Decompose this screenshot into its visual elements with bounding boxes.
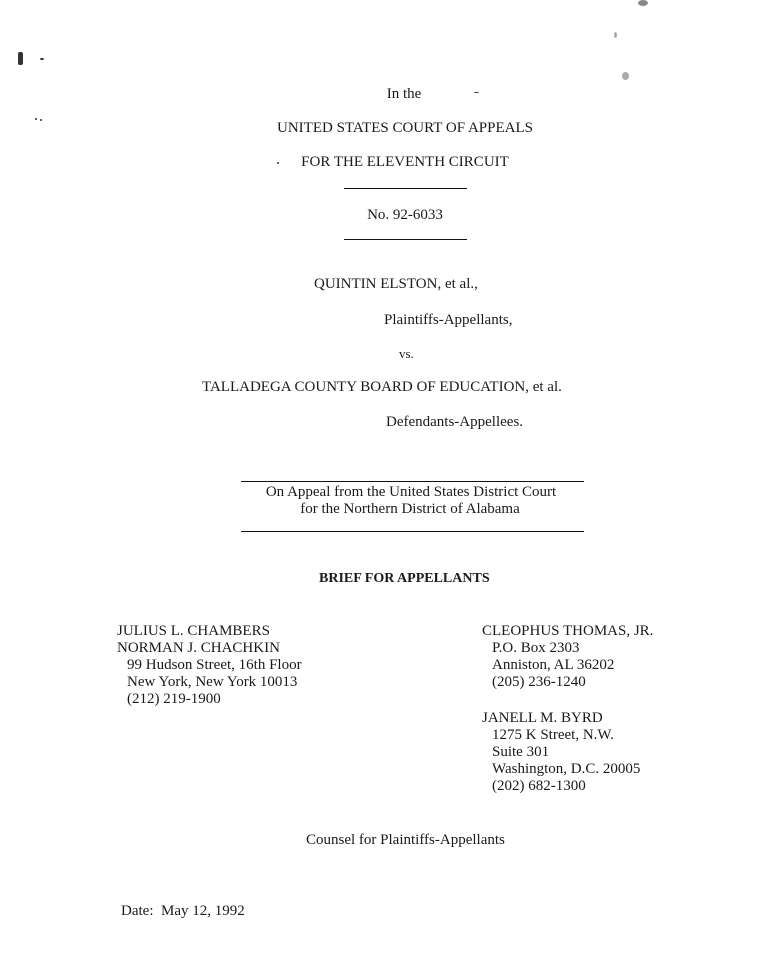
date-line: Date: May 12, 1992 xyxy=(121,903,245,919)
appellant-name: QUINTIN ELSTON, et al., xyxy=(314,276,478,292)
appellee-name: TALLADEGA COUNTY BOARD OF EDUCATION, et al. xyxy=(202,379,562,395)
divider-rule xyxy=(344,188,467,189)
court-name-line2: FOR THE ELEVENTH CIRCUIT xyxy=(301,154,509,170)
scan-artifact xyxy=(638,0,648,6)
counsel-address: New York, New York 10013 xyxy=(127,674,298,690)
counsel-right-1 xyxy=(482,623,653,691)
counsel-phone: (212) 219-1900 xyxy=(127,691,221,707)
counsel-right-2 xyxy=(482,710,640,795)
scan-artifact xyxy=(40,119,42,121)
divider-rule xyxy=(241,481,584,482)
scan-artifact xyxy=(614,32,617,38)
brief-title: BRIEF FOR APPELLANTS xyxy=(319,571,490,586)
appeal-line2: for the Northern District of Alabama xyxy=(300,501,520,517)
scan-artifact xyxy=(18,52,23,65)
counsel-name: JANELL M. BYRD xyxy=(482,710,603,726)
case-number: No. 92-6033 xyxy=(367,207,443,223)
court-name-line1: UNITED STATES COURT OF APPEALS xyxy=(277,120,533,136)
counsel-address: P.O. Box 2303 xyxy=(492,640,580,656)
counsel-name: NORMAN J. CHACHKIN xyxy=(117,640,280,656)
appellant-role: Plaintiffs-Appellants, xyxy=(384,312,513,328)
scan-artifact xyxy=(622,72,629,80)
counsel-address: Anniston, AL 36202 xyxy=(492,657,615,673)
divider-rule xyxy=(344,239,467,240)
counsel-address: 1275 K Street, N.W. xyxy=(492,727,614,743)
divider-rule xyxy=(241,531,584,532)
counsel-address: 99 Hudson Street, 16th Floor xyxy=(127,657,302,673)
scan-artifact xyxy=(35,118,37,120)
counsel-phone: (205) 236-1240 xyxy=(492,674,586,690)
counsel-label: Counsel for Plaintiffs-Appellants xyxy=(306,832,505,848)
scan-artifact xyxy=(474,92,479,93)
counsel-address: Washington, D.C. 20005 xyxy=(492,761,641,777)
appellee-role: Defendants-Appellees. xyxy=(386,414,524,430)
versus: vs. xyxy=(399,346,414,361)
appeal-line1: On Appeal from the United States District Court xyxy=(265,484,557,500)
counsel-address: Suite 301 xyxy=(492,744,550,760)
scan-artifact xyxy=(277,162,279,164)
counsel-phone: (202) 682-1300 xyxy=(492,778,586,794)
counsel-left xyxy=(117,623,302,708)
caption-in-the: In the xyxy=(386,86,422,102)
counsel-name: CLEOPHUS THOMAS, JR. xyxy=(482,623,654,639)
counsel-name: JULIUS L. CHAMBERS xyxy=(117,623,270,639)
scan-artifact xyxy=(40,58,44,60)
